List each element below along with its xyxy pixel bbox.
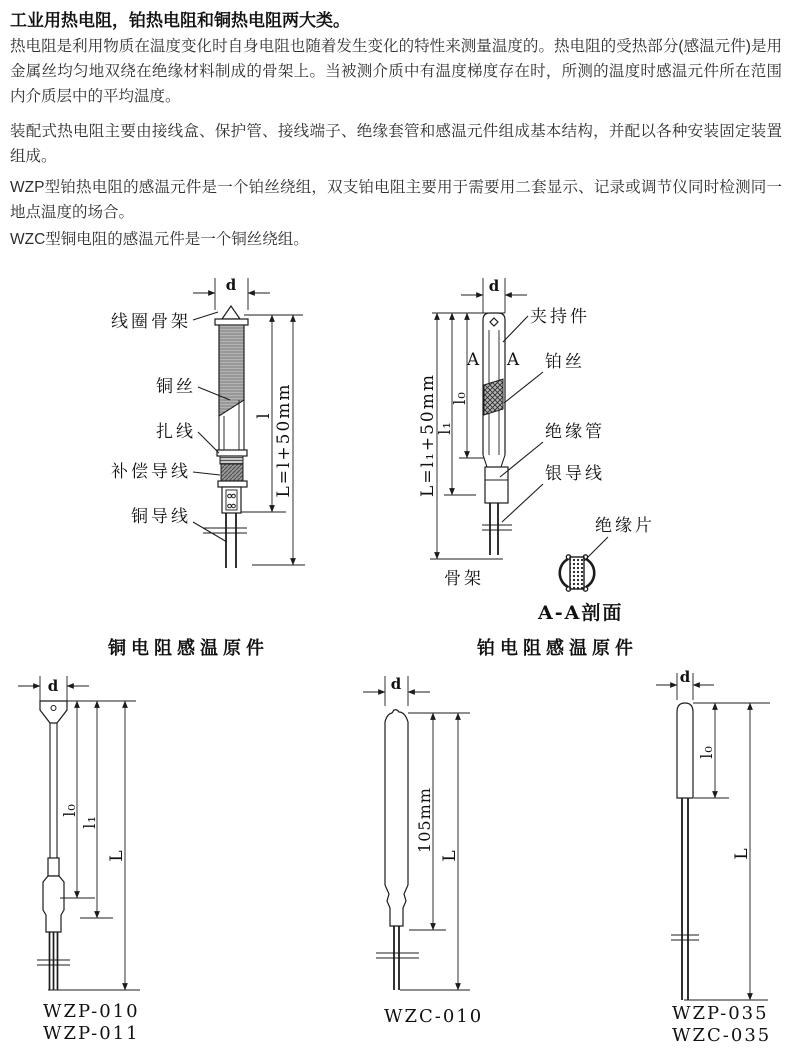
platinum-d-dimension [461,277,527,313]
copper-dim-l: l [254,411,274,419]
platinum-part-labels [500,307,655,561]
wzp010-dim-L: L [107,848,127,862]
label-clamp: 夹持件 [530,307,590,327]
outline-drawings-figure [0,670,790,1049]
label-insulation-sheet: 绝缘片 [595,516,655,536]
wzc010-dim-d: d [390,675,402,693]
model-wzp-011: WZP-011 [43,1023,140,1044]
section-caption: A-A剖面 [538,602,624,624]
wzp010-dim-d: d [47,677,59,695]
label-insulation-tube: 绝缘管 [545,422,605,442]
paragraph-intro: 热电阻是利用物质在温度变化时自身电阻也随着发生变化的特性来测量温度的。热电阻的受热部分(感温元件)是用金属丝均匀地双绕在绝缘材料制成的骨架上。当被测介质中有温度梯度存在时，所测的温度时感温元件所在范围内介质层中的平均温度。 [10,38,782,105]
wzc010-dim-105mm: 105mm [415,787,434,853]
paragraph-assembly: 装配式热电阻主要由接线盒、保护管、接线端子、绝缘套管和感温元件组成基本结构，并配以各种安装固定装置组成。 [10,123,782,165]
platinum-element-body [444,313,521,589]
label-compensation-lead: 补偿导线 [111,462,191,482]
platinum-dim-d: d [488,277,500,295]
wzp035-dim-L: L [732,846,752,860]
copper-dim-L: L=l+50mm [274,382,294,498]
wzp010-dim-l1: l₁ [80,815,99,829]
paragraph-wzp: WZP型铂热电阻的感温元件是一个铂丝绕组，双支铂电阻主要用于需要用二套显示、记录或调节仪同时检测同一地点温度的场合。 [10,179,782,221]
copper-element-body [203,306,248,568]
copper-dim-d: d [225,276,237,294]
platinum-element-figure [400,270,790,632]
copper-d-dimension [193,276,270,310]
section-view-A-A [537,555,623,624]
platinum-dim-l1: l₁ [435,421,454,435]
outline-wzp010 [18,676,140,1044]
outline-wzc010 [363,675,483,1027]
copper-part-labels [111,312,230,542]
outline-wzp035 [656,670,771,1046]
model-wzc-010: WZC-010 [384,1006,484,1027]
model-wzc-035: WZC-035 [672,1025,772,1046]
page-title: 工业用热电阻，铂热电阻和铜热电阻两大类。 [10,11,350,30]
label-frame: 骨架 [444,569,484,589]
label-copper-wire: 铜丝 [156,377,196,397]
platinum-figure-caption: 铂电阻感温原件 [477,638,638,659]
copper-figure-caption: 铜电阻感温原件 [108,638,269,659]
label-coil-frame: 线圈骨架 [111,312,191,332]
copper-length-dimensions [241,315,305,565]
platinum-dim-l0: l₀ [450,391,469,405]
wzc010-dim-L: L [440,848,460,862]
wzp010-dim-l0: l₀ [60,803,79,817]
model-wzp-035: WZP-035 [672,1003,769,1024]
paragraph-wzc: WZC型铜电阻的感温元件是一个铜丝绕组。 [10,231,309,248]
label-silver-lead: 银导线 [545,464,605,484]
section-mark-A-left: A [466,350,482,370]
copper-element-figure [0,270,400,632]
label-platinum-wire: 铂丝 [545,352,585,372]
model-wzp-010: WZP-010 [43,1001,140,1022]
wzp035-dim-d: d [679,670,691,686]
label-binding-wire: 扎线 [156,422,196,442]
platinum-dim-L: L=l₁+50mm [418,373,438,497]
section-mark-A-right: A [506,350,522,370]
label-copper-lead: 铜导线 [131,507,191,527]
wzp035-dim-l0: l₀ [697,745,716,759]
